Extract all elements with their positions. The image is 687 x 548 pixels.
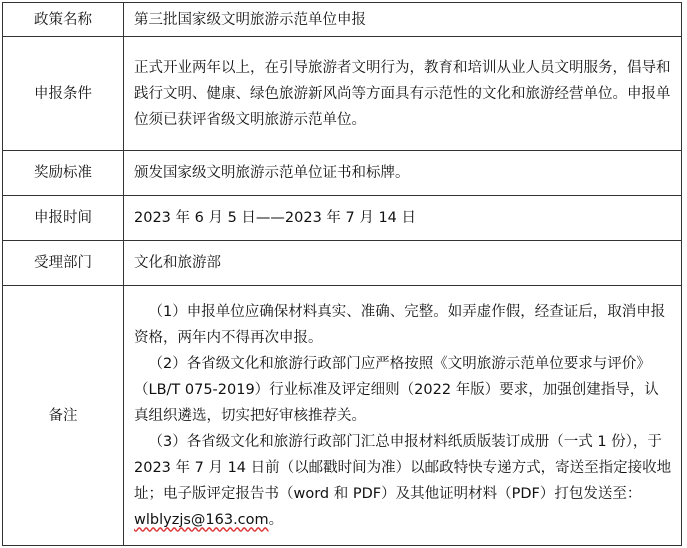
- row-label-policy-name: 政策名称: [3, 3, 124, 37]
- table-row: [3, 196, 682, 241]
- table-row: [3, 151, 682, 196]
- note-item-2: （2）各省级文化和旅游行政部门应严格按照《文明旅游示范单位要求与评价》（LB/T 075-2019）行业标准及评定细则（2022 年版）要求，加强创建指导，认真组织遴选，切实把好审核推荐关。: [134, 355, 659, 424]
- row-label-notes: 备注: [3, 286, 124, 546]
- table-row: [3, 241, 682, 286]
- row-value-reward: 颁发国家级文明旅游示范单位证书和标牌。: [124, 151, 682, 196]
- table-row: [3, 286, 682, 546]
- note-item-3-suffix: 。: [268, 511, 284, 528]
- row-value-policy-name: 第三批国家级文明旅游示范单位申报: [124, 3, 682, 37]
- row-label-time: 申报时间: [3, 196, 124, 241]
- note-item-3-text: （3）各省级文化和旅游行政部门汇总申报材料纸质版装订成册（一式 1 份），于 2023 年 7 月 14 日前（以邮戳时间为准）以邮政特快专递方式，寄送至指定接收地址；电子版评定报告书（word 和 PDF）及其他证明材料（PDF）打包发送至：: [134, 433, 672, 502]
- row-label-conditions: 申报条件: [3, 37, 124, 151]
- row-label-reward: 奖励标准: [3, 151, 124, 196]
- policy-table: [2, 2, 682, 546]
- row-value-department: 文化和旅游部: [124, 241, 682, 286]
- row-label-department: 受理部门: [3, 241, 124, 286]
- row-value-conditions: 正式开业两年以上，在引导旅游者文明行为，教育和培训从业人员文明服务，倡导和践行文明、健康、绿色旅游新风尚等方面具有示范性的文化和旅游经营单位。申报单位须已获评省级文明旅游示范单位。: [124, 37, 682, 151]
- row-value-time: 2023 年 6 月 5 日——2023 年 7 月 14 日: [124, 196, 682, 241]
- row-value-notes: [124, 286, 682, 546]
- table-row: [3, 3, 682, 37]
- note-item-3: [134, 429, 673, 533]
- email-address: wlblyzjs@163.com: [134, 511, 269, 528]
- table-row: [3, 37, 682, 151]
- note-item-1: （1）申报单位应确保材料真实、准确、完整。如弄虚作假，经查证后，取消申报资格，两年内不得再次申报。: [134, 303, 666, 346]
